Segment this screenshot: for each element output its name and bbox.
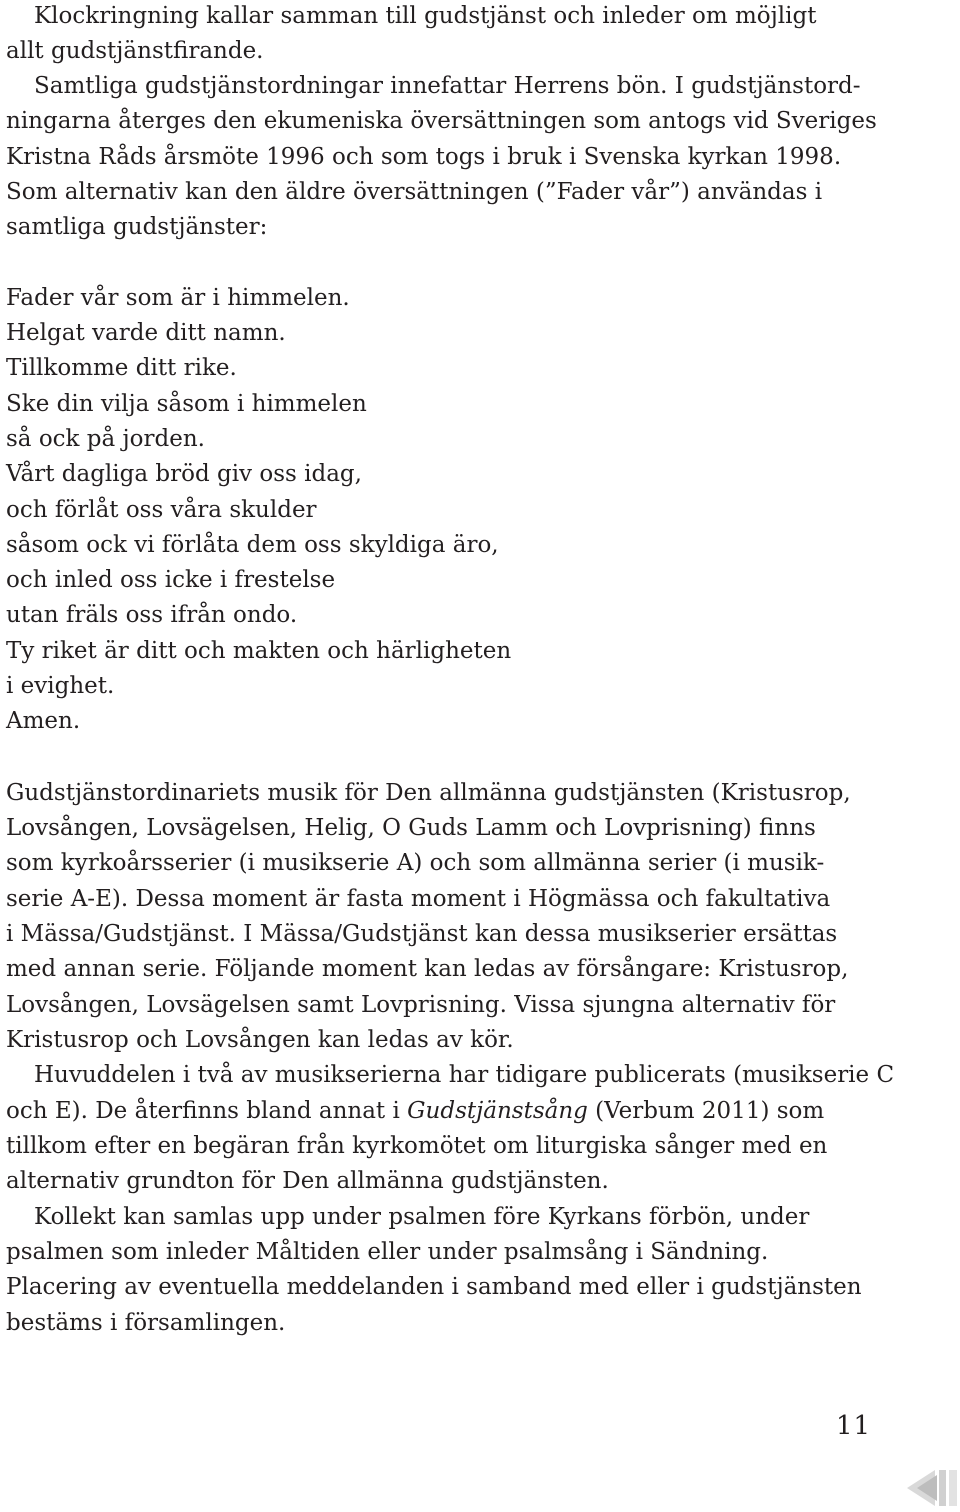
music-line: i Mässa/Gudstjänst. I Mässa/Gudstjänst kan dessa musikserier ersättas xyxy=(6,921,838,947)
music-p2-line-2-end: (Verbum 2011) som xyxy=(587,1098,825,1124)
book-title: Gudstjänstsång xyxy=(407,1098,588,1124)
intro-paragraph-1-line-2: allt gudstjänstfirande. xyxy=(6,38,264,64)
music-line: Lovsången, Lovsägelsen, Helig, O Guds Lamm och Lovprisning) finns xyxy=(6,815,816,841)
prayer-line: Fader vår som är i himmelen. xyxy=(6,285,350,311)
collection-line-2: psalmen som inleder Måltiden eller under psalmsång i Sändning. xyxy=(6,1239,769,1265)
prayer-line: såsom ock vi förlåta dem oss skyldiga äro, xyxy=(6,532,499,558)
intro-paragraph-2-line-2: ningarna återges den ekumeniska översättningen som antogs vid Sveriges xyxy=(6,108,877,134)
prayer-line: Helgat varde ditt namn. xyxy=(6,320,286,346)
collection-line-4: bestäms i församlingen. xyxy=(6,1310,286,1336)
music-p2-line-4: alternativ grundton för Den allmänna gudstjänsten. xyxy=(6,1168,609,1194)
prayer-line: Ty riket är ditt och makten och härligheten xyxy=(6,638,512,664)
intro-paragraph-2-line-3: Kristna Råds årsmöte 1996 och som togs i bruk i Svenska kyrkan 1998. xyxy=(6,144,842,170)
prayer-line: i evighet. xyxy=(6,673,115,699)
collection-line-1: Kollekt kan samlas upp under psalmen före Kyrkans förbön, under xyxy=(34,1204,810,1230)
music-line: serie A-E). Dessa moment är fasta moment i Högmässa och fakultativa xyxy=(6,886,831,912)
music-p2-line-2-start: och E). De återfinns bland annat i xyxy=(6,1098,408,1124)
prayer-line: utan fräls oss ifrån ondo. xyxy=(6,602,298,628)
intro-paragraph-2-line-1: Samtliga gudstjänstordningar innefattar Herrens bön. I gudstjänstord- xyxy=(34,73,861,99)
prayer-line: Ske din vilja såsom i himmelen xyxy=(6,391,367,417)
music-line: med annan serie. Följande moment kan ledas av försångare: Kristusrop, xyxy=(6,956,849,982)
music-p2-line-2 xyxy=(6,1097,824,1125)
intro-paragraph-2-line-5: samtliga gudstjänster: xyxy=(6,214,268,240)
intro-paragraph-1-line-1: Klockringning kallar samman till gudstjänst och inleder om möjligt xyxy=(34,3,817,29)
prayer-line: Vårt dagliga bröd giv oss idag, xyxy=(6,461,362,487)
music-line: Kristusrop och Lovsången kan ledas av kör. xyxy=(6,1027,514,1053)
music-line: Lovsången, Lovsägelsen samt Lovprisning. Vissa sjungna alternativ för xyxy=(6,992,836,1018)
intro-paragraph-2-line-4: Som alternativ kan den äldre översättningen (”Fader vår”) användas i xyxy=(6,179,823,205)
music-p2-line-1: Huvuddelen i två av musikserierna har tidigare publicerats (musikserie C xyxy=(34,1062,895,1088)
collection-line-3: Placering av eventuella meddelanden i samband med eller i gudstjänsten xyxy=(6,1274,862,1300)
prayer-line: och förlåt oss våra skulder xyxy=(6,497,317,523)
previous-page-icon[interactable] xyxy=(905,1468,960,1508)
prayer-line: Amen. xyxy=(6,708,81,734)
music-line: Gudstjänstordinariets musik för Den allmänna gudstjänsten (Kristusrop, xyxy=(6,780,851,806)
page-number: 11 xyxy=(836,1411,872,1441)
prayer-line: och inled oss icke i frestelse xyxy=(6,567,336,593)
prayer-line: så ock på jorden. xyxy=(6,426,205,452)
music-line: som kyrkoårsserier (i musikserie A) och som allmänna serier (i musik- xyxy=(6,850,825,876)
music-p2-line-3: tillkom efter en begäran från kyrkomötet om liturgiska sånger med en xyxy=(6,1133,828,1159)
prayer-line: Tillkomme ditt rike. xyxy=(6,355,237,381)
